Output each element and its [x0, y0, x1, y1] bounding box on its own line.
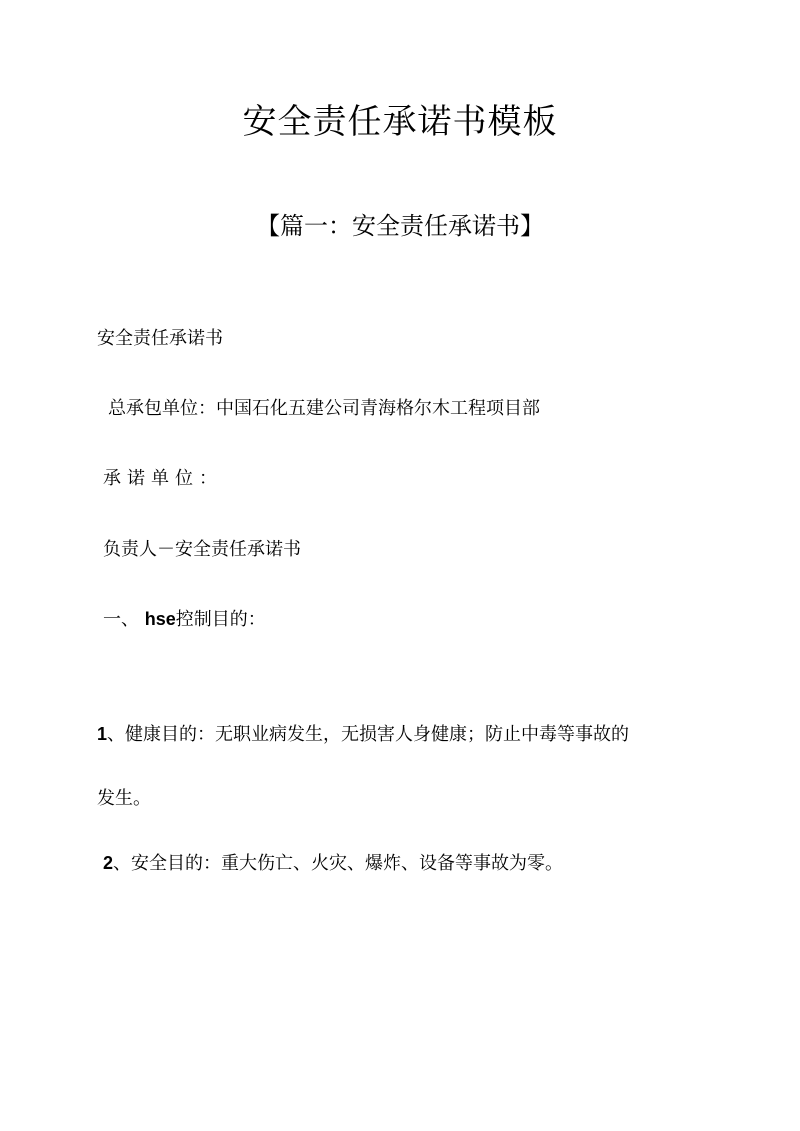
section-1-heading: [103, 606, 266, 633]
item-1-line-1: [97, 721, 629, 748]
section-1-rest: 控制目的：: [175, 609, 266, 630]
section-subtitle: 【篇一：安全责任承诺书】: [256, 212, 544, 240]
item-2-text: 、安全目的：重大伤亡、火灾、爆炸、设备等事故为零。: [113, 853, 564, 874]
item-2-number: 2: [103, 853, 114, 873]
responsible-person-line: 负责人－安全责任承诺书: [103, 539, 301, 560]
contractor-line: 总承包单位：中国石化五建公司青海格尔木工程项目部: [108, 398, 540, 419]
item-2-line: [103, 850, 563, 877]
item-1-line-2: 发生。: [97, 788, 151, 809]
committing-unit-line: 承诺单位：: [103, 468, 223, 489]
item-1-number: 1: [97, 724, 108, 744]
section-1-bold: hse: [144, 609, 176, 629]
commitment-heading: 安全责任承诺书: [97, 328, 223, 349]
section-1-prefix: 一、: [103, 609, 139, 630]
item-1-text: 、健康目的：无职业病发生，无损害人身健康；防止中毒等事故的: [107, 724, 630, 745]
document-title: 安全责任承诺书模板: [242, 102, 558, 142]
